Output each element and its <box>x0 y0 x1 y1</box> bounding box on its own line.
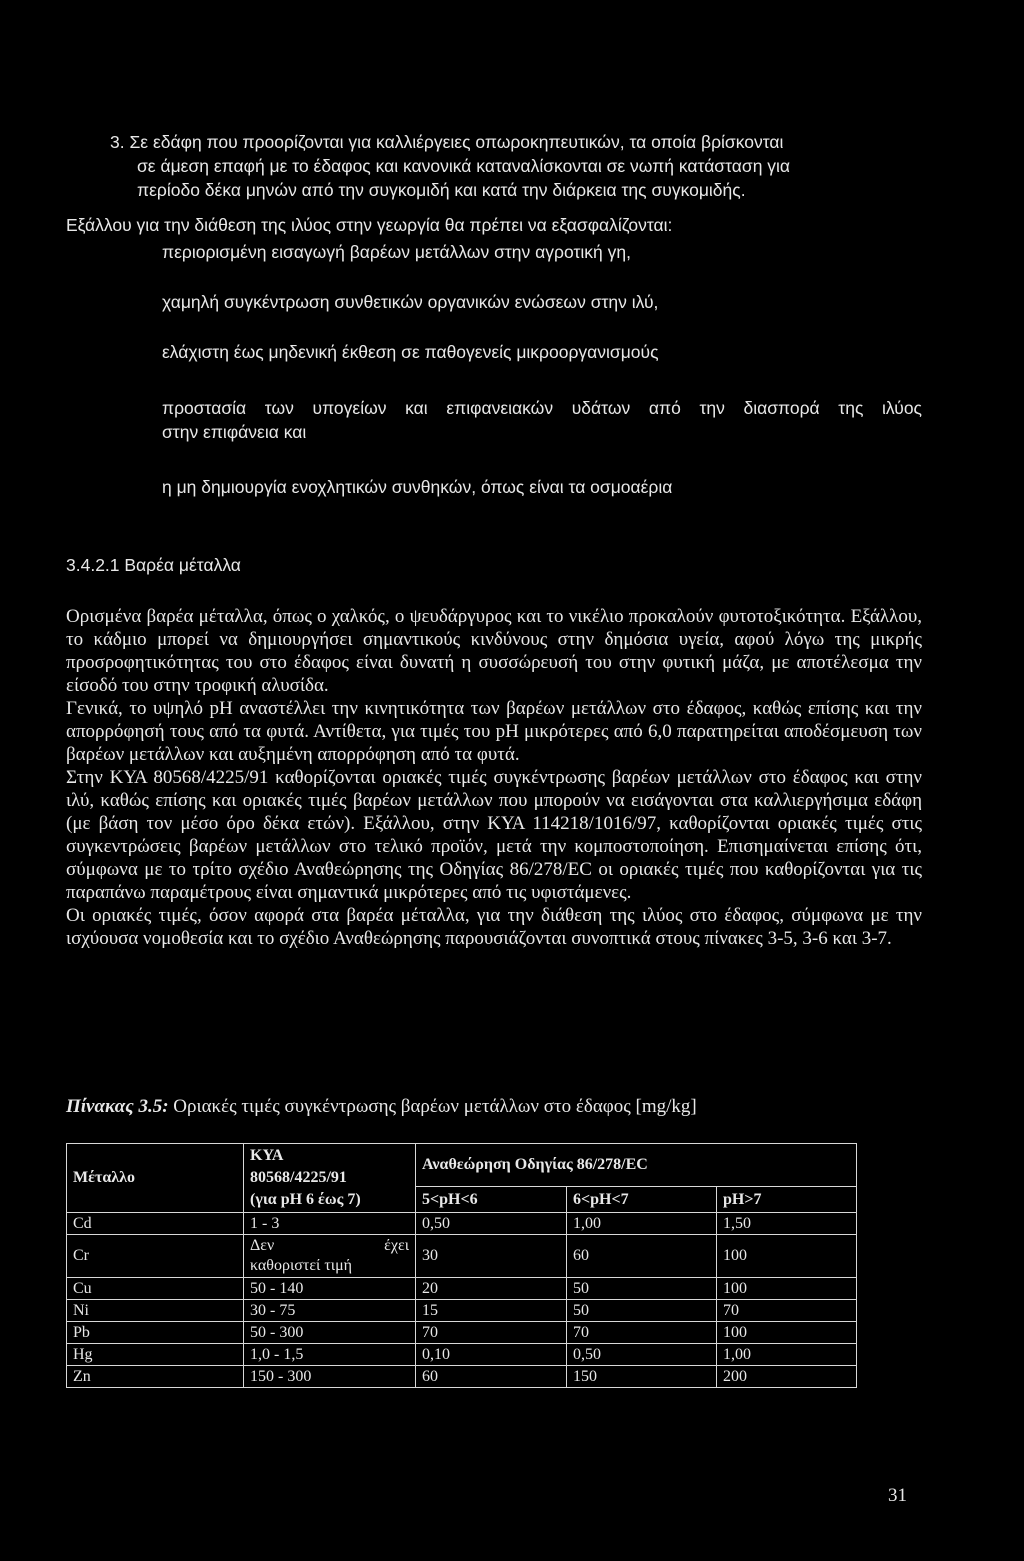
paragraph-limits: Οι οριακές τιμές, όσον αφορά στα βαρέα μέταλλα, για την διάθεση της ιλύος στο έδαφος, σύμφωνα με την ισχύουσα νομοθεσία και το σχέδιο Αναθεώρησης παρουσιάζονται συνοπτικά στους πίνακες 3-5, 3-6 και 3-7. <box>66 905 922 949</box>
cell-ph-above-7: 200 <box>717 1366 857 1388</box>
cell-ph-5-6: 0,10 <box>416 1344 567 1366</box>
cell-kya: 30 - 75 <box>244 1300 416 1322</box>
cell-ph-above-7: 70 <box>717 1300 857 1322</box>
header-ph-above-7: pH>7 <box>717 1187 857 1213</box>
table-row <box>67 1213 857 1235</box>
table-row <box>67 1300 857 1322</box>
bullet-3: ελάχιστη έως μηδενική έκθεση σε παθογενείς μικροοργανισμούς <box>162 342 659 362</box>
cell-kya: 150 - 300 <box>244 1366 416 1388</box>
cell-kya-line-2: καθοριστεί τιμή <box>250 1257 353 1274</box>
heavy-metals-table <box>66 1143 857 1388</box>
cell-kya-line-1 <box>250 1236 409 1256</box>
cell-ph-5-6: 30 <box>416 1235 567 1278</box>
table-row <box>67 1235 857 1278</box>
cell-ph-5-6: 60 <box>416 1366 567 1388</box>
cell-kya: 50 - 300 <box>244 1322 416 1344</box>
cell-ph-above-7: 100 <box>717 1235 857 1278</box>
table-row <box>67 1278 857 1300</box>
cell-ph-6-7: 50 <box>567 1278 717 1300</box>
cell-ph-5-6: 15 <box>416 1300 567 1322</box>
cell-ph-6-7: 0,50 <box>567 1344 717 1366</box>
bullet-2: χαμηλή συγκέντρωση συνθετικών οργανικών ενώσεων στην ιλύ, <box>162 292 659 312</box>
cell-metal: Cd <box>67 1213 244 1235</box>
cell-ph-6-7: 150 <box>567 1366 717 1388</box>
header-kya-line-1: ΚΥΑ <box>250 1147 284 1164</box>
section-heading: 3.4.2.1 Βαρέα μέταλλα <box>66 555 241 575</box>
cell-metal: Pb <box>67 1322 244 1344</box>
bullet-4-line-1: προστασία των υπογείων και επιφανειακών υδάτων από την διασπορά της ιλύος <box>162 398 922 418</box>
item-3-line-3: περίοδο δέκα μηνών από την συγκομιδή και κατά την διάρκεια της συγκομιδής. <box>137 180 746 200</box>
cell-metal: Ni <box>67 1300 244 1322</box>
bullet-4-line-2: στην επιφάνεια και <box>162 422 307 442</box>
paragraph-phytotoxicity: Ορισμένα βαρέα μέταλλα, όπως ο χαλκός, ο ψευδάργυρος και το νικέλιο προκαλούν φυτοτοξικότητα. <box>66 606 846 627</box>
bullet-1: περιορισμένη εισαγωγή βαρέων μετάλλων στην αγροτική γη, <box>162 242 631 262</box>
table-header-row <box>67 1144 857 1187</box>
cell-ph-above-7: 100 <box>717 1322 857 1344</box>
cell-ph-above-7: 1,00 <box>717 1344 857 1366</box>
cell-metal: Hg <box>67 1344 244 1366</box>
header-ph-6-7: 6<pH<7 <box>567 1187 717 1213</box>
cell-ph-6-7: 70 <box>567 1322 717 1344</box>
table-row <box>67 1322 857 1344</box>
header-kya-line-3: (για pH 6 έως 7) <box>250 1191 361 1208</box>
table-caption-label: Πίνακας 3.5: <box>66 1096 169 1117</box>
paragraph-ph: Γενικά, το υψηλό pH αναστέλλει την κινητικότητα των βαρέων μετάλλων στο έδαφος, καθώς επίσης και την απορρόφησή τους από τα φυτά. Αντίθετα, για τιμές του pH μικρότερες από 6,0 παρατηρείται αποδέσμευση των βαρέων μετάλλων και αυξημένη απορρόφηση από τα φυτά. <box>66 698 922 765</box>
page-number: 31 <box>888 1485 907 1506</box>
intro-moreover: Εξάλλου για την διάθεση της ιλύος στην γεωργία θα πρέπει να εξασφαλίζονται: <box>66 215 673 235</box>
table-row <box>67 1366 857 1388</box>
item-3-line-1: 3. Σε εδάφη που προορίζονται για καλλιέργειες οπωροκηπευτικών, τα οποία βρίσκονται <box>110 132 784 152</box>
table-row <box>67 1344 857 1366</box>
cell-ph-5-6: 20 <box>416 1278 567 1300</box>
header-kya <box>244 1144 416 1213</box>
header-directive: Αναθεώρηση Οδηγίας 86/278/EC <box>416 1144 857 1187</box>
header-kya-line-2: 80568/4225/91 <box>250 1169 347 1186</box>
cell-kya-word-1: Δεν <box>250 1237 275 1254</box>
bullet-5: η μη δημιουργία ενοχλητικών συνθηκών, όπως είναι τα οσμοαέρια <box>162 477 673 497</box>
table-caption-text: Οριακές τιμές συγκέντρωσης βαρέων μετάλλων στο έδαφος [mg/kg] <box>168 1096 697 1117</box>
cell-kya-word-2: έχει <box>384 1237 409 1254</box>
section-body <box>66 605 922 950</box>
cell-metal: Zn <box>67 1366 244 1388</box>
item-3-line-2: σε άμεση επαφή με το έδαφος και κανονικά καταναλίσκονται σε νωπή κατάσταση για <box>137 156 791 176</box>
cell-ph-6-7: 60 <box>567 1235 717 1278</box>
cell-ph-above-7: 1,50 <box>717 1213 857 1235</box>
cell-ph-5-6: 70 <box>416 1322 567 1344</box>
cell-ph-above-7: 100 <box>717 1278 857 1300</box>
paragraph-kya: Στην ΚΥΑ 80568/4225/91 καθορίζονται οριακές τιμές συγκέντρωσης βαρέων μετάλλων στο έδαφος και στην ιλύ, καθώς επίσης και οριακές τιμές βαρέων μετάλλων που μπορούν να εισάγονται στα καλλιεργήσιμα εδάφη (με βάση τον μέσο όρο δέκα ετών). Εξάλλου, στην ΚΥΑ 114218/1016/97, καθορίζονται οριακές τιμές στις συγκεντρώσεις βαρέων μετάλλων στο τελικό προϊόν, μετά την κομποστοποίηση. Επισημαίνεται επίσης ότι, σύμφωνα με το τρίτο σχέδιο Αναθεώρησης της Οδηγίας 86/278/EC οι οριακές τιμές που καθορίζονται για τις παραπάνω παραμέτρους είναι σημαντικά μικρότερες από τις υφιστάμενες. <box>66 767 922 903</box>
cell-ph-6-7: 50 <box>567 1300 717 1322</box>
cell-kya <box>244 1235 416 1278</box>
cell-kya: 1 - 3 <box>244 1213 416 1235</box>
header-metal: Μέταλλο <box>67 1144 244 1213</box>
cell-metal: Cr <box>67 1235 244 1278</box>
cell-ph-5-6: 0,50 <box>416 1213 567 1235</box>
cell-kya: 1,0 - 1,5 <box>244 1344 416 1366</box>
paragraph-cadmium: Εξάλλου, το κάδμιο μπορεί να δημιουργήσει σημαντικούς κινδύνους στην δημόσια υγεία, αφού λόγω της μικρής προσροφητικότητας του στο έδαφος είναι δυνατή η συσσώρευσή του στην φυτική μάζα, με αποτέλεσμα την είσοδό του στην τροφική αλυσίδα. <box>66 606 922 696</box>
cell-kya: 50 - 140 <box>244 1278 416 1300</box>
header-ph-5-6: 5<pH<6 <box>416 1187 567 1213</box>
table-caption <box>66 1095 697 1119</box>
cell-ph-6-7: 1,00 <box>567 1213 717 1235</box>
cell-metal: Cu <box>67 1278 244 1300</box>
